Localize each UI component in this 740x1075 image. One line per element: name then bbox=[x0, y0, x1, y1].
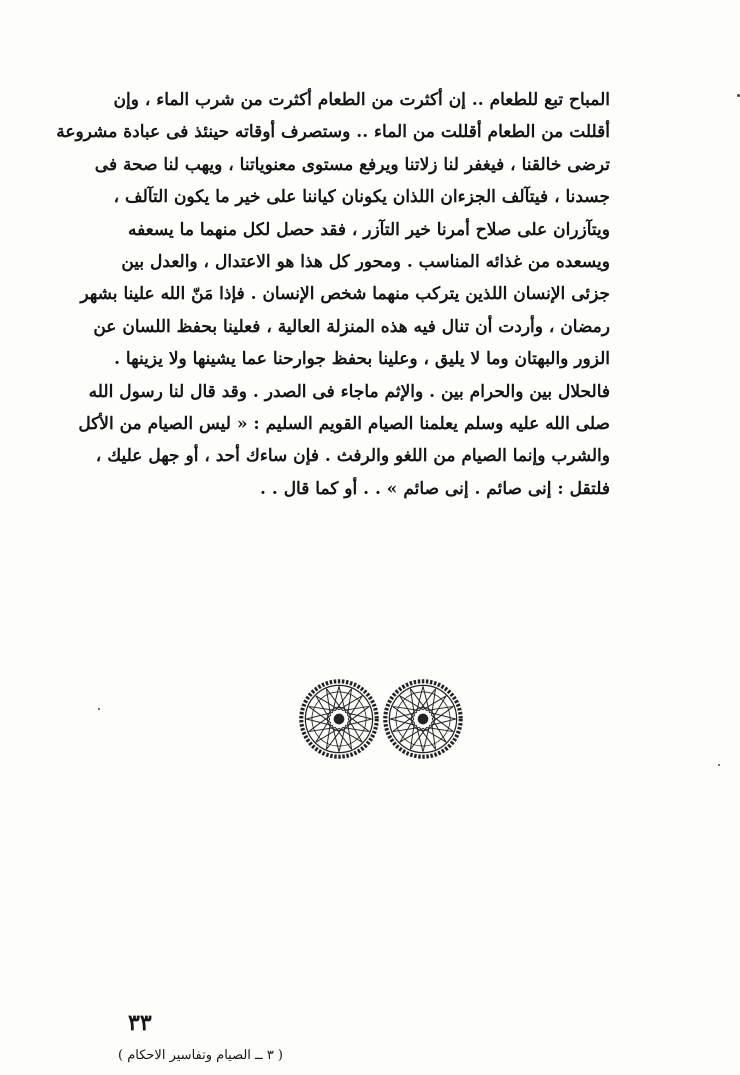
text-line: صلى الله عليه وسلم يعلمنا الصيام القويم السليم : « ليس الصيام من الأكل bbox=[78, 413, 610, 434]
text-line-last: فلتقل : إنى صائم . إنى صائم » . . أو كما قال . . bbox=[260, 478, 610, 499]
text-line: فالحلال بين والحرام بين . والإثم ماجاء فى الصدر . وقد قال لنا رسول الله bbox=[88, 381, 610, 402]
text-line: ويتآزران على صلاح أمرنا خير التآزر ، فقد حصل لكل منهما ما يسعفه bbox=[127, 219, 610, 240]
text-line: أقللت من الطعام أقللت من الماء .. وستصرف أوقاته حينئذ فى عبادة مشروعة bbox=[56, 122, 610, 143]
scan-speck bbox=[98, 708, 100, 710]
ornament-divider bbox=[298, 676, 462, 762]
text-line: والشرب وإنما الصيام من اللغو والرفث . فإن ساءك أحد ، أو جهل عليك ، bbox=[95, 446, 610, 467]
text-line: رمضان ، وأردت أن تنال فيه هذه المنزلة العالية ، فعلينا بحفظ اللسان عن bbox=[93, 316, 610, 337]
text-line: ويسعده من غذائه المناسب . ومحور كل هذا هو الاعتدال ، والعدل بين bbox=[121, 251, 610, 272]
text-line: جسدنا ، فيتآلف الجزءان اللذان يكونان كياننا على خير ما يكون التآلف ، bbox=[113, 187, 610, 208]
geometric-rosette-icon bbox=[298, 676, 380, 762]
text-line: الزور والبهتان وما لا يليق ، وعلينا بحفظ جوارحنا عما يشينها ولا يزينها . bbox=[114, 349, 610, 370]
body-paragraph bbox=[56, 84, 610, 505]
text-line: ترضى خالقنا ، فيغفر لنا زلاتنا ويرفع مستوى معنوياتنا ، ويهب لنا صحة فى bbox=[94, 154, 610, 175]
page-number: ٣٣ bbox=[128, 1010, 152, 1036]
text-line: جزئى الإنسان اللذين يتركب منهما شخص الإنسان . فإذا مَنّ الله علينا بشهر bbox=[80, 284, 610, 305]
geometric-rosette-icon bbox=[382, 676, 464, 762]
scan-speck bbox=[718, 764, 720, 766]
footer-signature: ( ٣ ــ الصيام وتفاسير الاحكام ) bbox=[118, 1048, 284, 1063]
text-line: المباح تبع للطعام .. إن أكثرت من الطعام أكثرت من شرب الماء ، وإن bbox=[113, 90, 610, 110]
